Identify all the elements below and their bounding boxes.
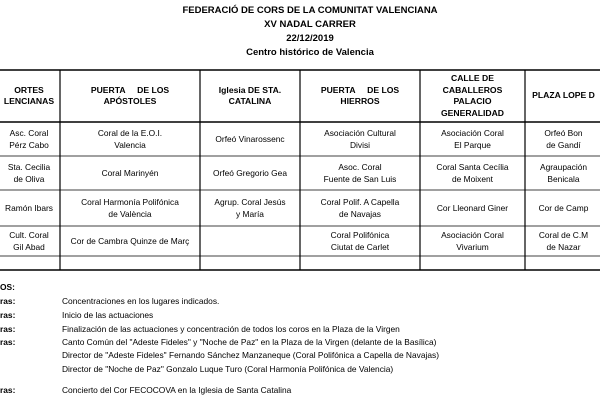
table-cell: Asociación Coral El Parque — [441, 128, 504, 150]
table-cell: Agrup. Coral Jesús y María — [214, 197, 286, 219]
table-cell: Coral Marinyén — [101, 168, 159, 178]
table-cell: Cor de Camp — [538, 203, 589, 213]
title-location: Centro histórico de Valencia — [246, 47, 374, 58]
column-header: CALLE DE CABALLEROS PALACIO GENERALIDAD — [440, 73, 505, 118]
table-cell: Coral Polif. A Capella de Navajas — [320, 197, 400, 219]
legend-label: ras: — [0, 385, 16, 395]
column-header: PUERTA DE LOS HIERROS — [320, 84, 400, 106]
table-cell: Sta. Cecilia de Oliva — [7, 162, 51, 184]
table-cell: Orfeó Gregorio Gea — [212, 168, 287, 178]
table-cell — [421, 257, 524, 269]
table-cell: Asociación Coral Vivarium — [441, 230, 504, 252]
title-event: XV NADAL CARRER — [264, 19, 356, 30]
table-cell: Orfeó Vinarossenc — [215, 134, 285, 144]
title-federation: FEDERACIÓ DE CORS DE LA COMUNITAT VALENCIANA — [182, 5, 438, 16]
legend-text: Concentraciones en los lugares indicados. — [62, 296, 220, 306]
table-cell — [61, 257, 199, 269]
table-cell: Coral Harmonía Polifónica de València — [81, 197, 179, 219]
table-cell: Asoc. Coral Fuente de San Luis — [323, 162, 397, 184]
table-cell: Ramón Ibars — [5, 203, 53, 213]
column-header: Iglesia DE STA. CATALINA — [218, 84, 282, 106]
table-cell: Coral de la E.O.I. Valencia — [97, 128, 163, 150]
table-cell: Asociación Cultural Divisi — [324, 128, 396, 150]
table-cell: Cult. Coral Gil Abad — [9, 230, 49, 252]
legend-label: OS: — [0, 282, 15, 292]
legend-text: Director de "Noche de Paz" Gonzalo Luque Turo (Coral Harmonía Polifónica de Valencia) — [62, 364, 394, 374]
legend-label: ras: — [0, 337, 16, 347]
legend-text: Canto Común del "Adeste Fideles" y "Noche de Paz" en la Plaza de la Virgen (delante de la Basílica) — [62, 337, 437, 347]
column-header: PLAZA LOPE D — [532, 90, 595, 101]
column-header: PUERTA DE LOS APÓSTOLES — [90, 84, 170, 106]
legend-label: ras: — [0, 310, 16, 320]
table-cell: Asc. Coral Pérz Cabo — [9, 128, 49, 150]
title-date: 22/12/2019 — [286, 33, 334, 44]
table-cell: Orfeó Bon de Gandí — [544, 128, 583, 150]
table-cell: Coral Polifónica Ciutat de Carlet — [330, 230, 390, 252]
table-cell: Coral de C.M de Nazar — [538, 230, 589, 252]
legend-text: Finalización de las actuaciones y concentración de todos los coros en la Plaza de la Virgen — [62, 324, 400, 334]
table-cell — [201, 257, 299, 269]
table-cell: Cor Lleonard Giner — [436, 203, 509, 213]
table-cell: Agraupación Benicala — [539, 162, 588, 184]
legend-text: Inicio de las actuaciones — [62, 310, 154, 320]
table-cell: Cor de Cambra Quinze de Març — [70, 236, 190, 246]
column-header: ORTES LENCIANAS — [3, 84, 55, 106]
table-cell: Coral Santa Cecília de Moixent — [436, 162, 509, 184]
table-cell — [526, 257, 600, 269]
table-cell — [201, 227, 299, 255]
legend-label: ras: — [0, 324, 16, 334]
table-cell — [301, 257, 419, 269]
table-cell — [0, 257, 59, 269]
legend-text: Director de "Adeste Fideles" Fernando Sánchez Manzaneque (Coral Polifónica a Capella de Navajas) — [62, 350, 439, 360]
legend-text: Concierto del Cor FECOCOVA en la Iglesia de Santa Catalina — [62, 385, 292, 395]
legend-label: ras: — [0, 296, 16, 306]
